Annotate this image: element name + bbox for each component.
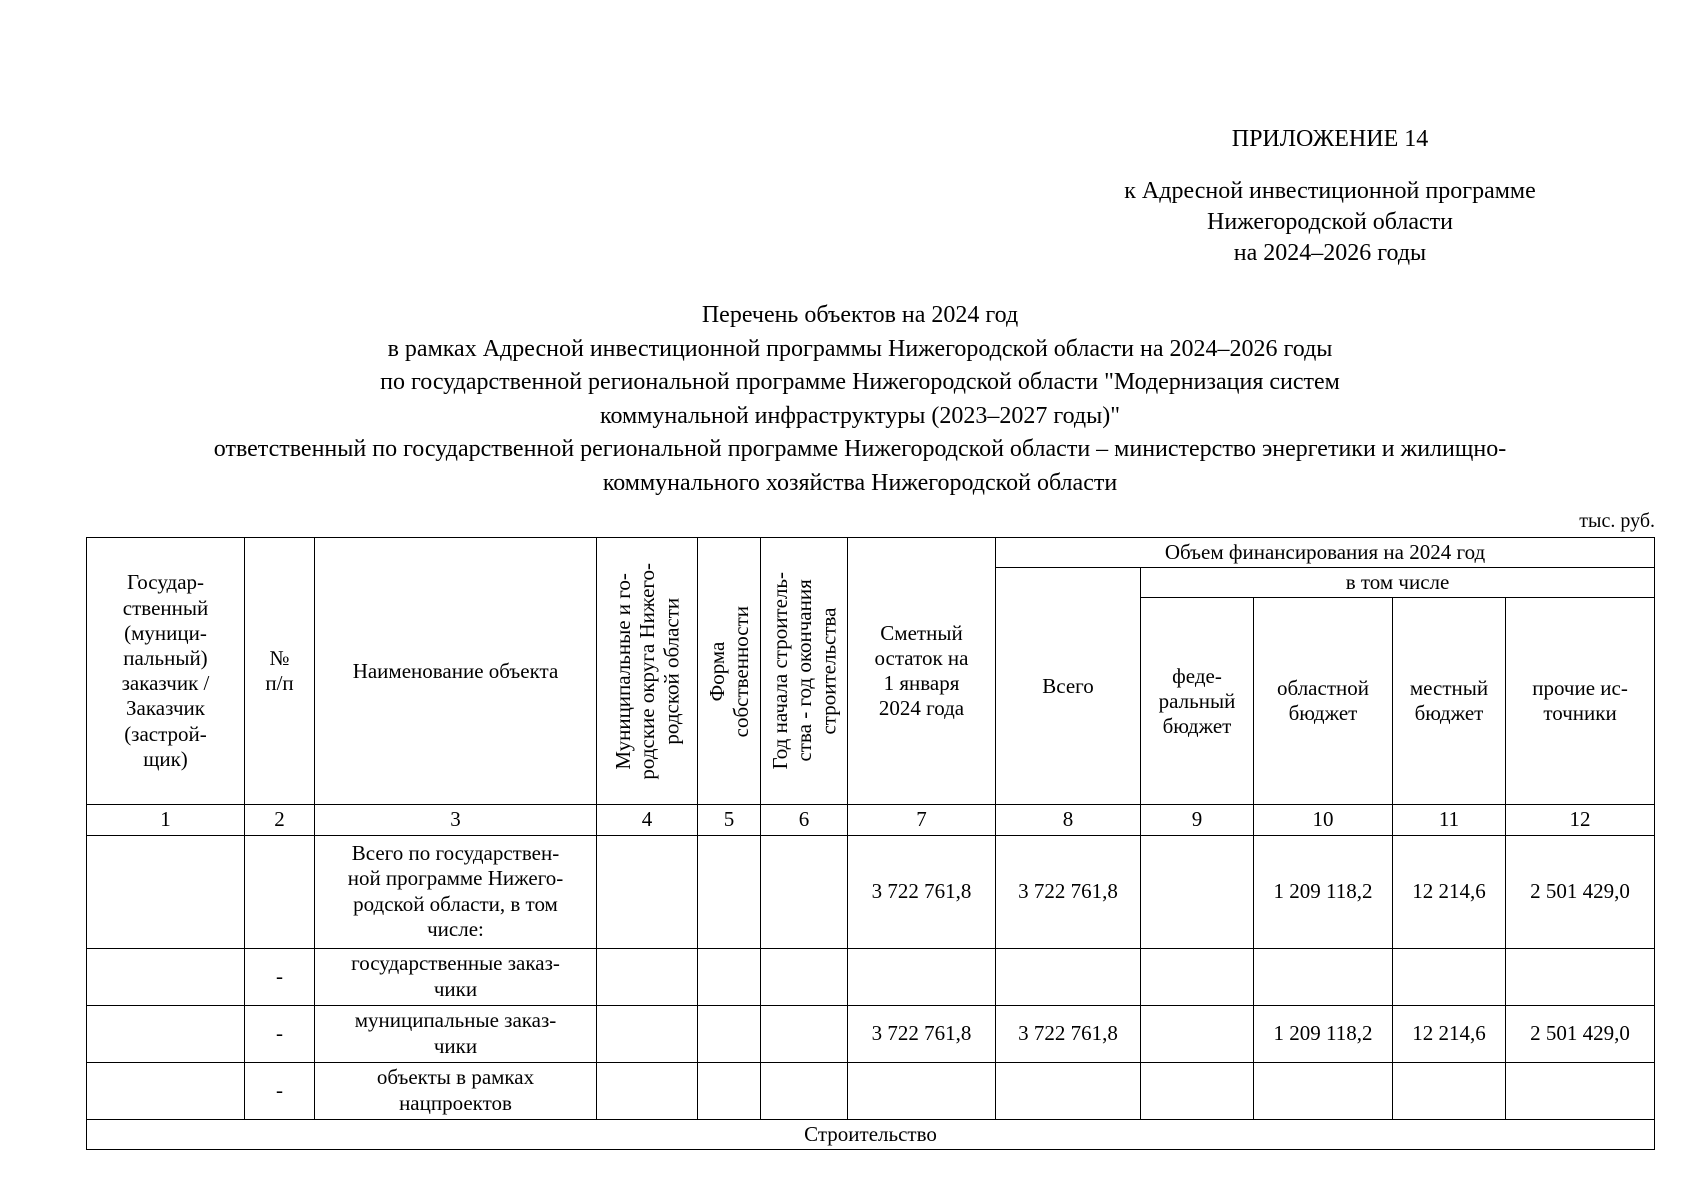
header-funding-group: Объем финансирования на 2024 год [996, 538, 1655, 568]
table-row [87, 1062, 1655, 1119]
cell-ownership [698, 948, 761, 1005]
column-number: 8 [996, 805, 1141, 835]
cell-other: 2 501 429,0 [1506, 1005, 1655, 1062]
header-years [761, 538, 848, 805]
cell-total [996, 948, 1141, 1005]
cell-total: 3 722 761,8 [996, 1005, 1141, 1062]
header-total: Всего [996, 568, 1141, 805]
cell-ownership [698, 835, 761, 948]
header-municipality [597, 538, 698, 805]
cell-balance [848, 948, 996, 1005]
header-federal: феде- ральный бюджет [1141, 598, 1254, 805]
header-object-name: Наименование объекта [315, 538, 597, 805]
cell-ownership [698, 1005, 761, 1062]
cell-other [1506, 948, 1655, 1005]
header-customer: Государ- ственный (муници- пальный) заказчик / Заказчик (застрой- щик) [87, 538, 245, 805]
column-number: 7 [848, 805, 996, 835]
cell-object-name: государственные заказ- чики [315, 948, 597, 1005]
document-title-line: Перечень объектов на 2024 год [701, 302, 1019, 328]
header-municipality-text: Муниципальные и го- родские округа Нижего- родской области [610, 562, 684, 780]
header-including: в том числе [1141, 568, 1655, 598]
cell-object-name: муниципальные заказ- чики [315, 1005, 597, 1062]
cell-federal [1141, 835, 1254, 948]
cell-local [1393, 1062, 1506, 1119]
cell-years [761, 835, 848, 948]
document-title-line: ответственный по государственной региональной программе Нижегородской области – министерство энергетики и жилищно- [213, 436, 1507, 462]
appendix-reference-line: Нижегородской области [1206, 209, 1454, 235]
cell-municipality [597, 1005, 698, 1062]
column-number: 12 [1506, 805, 1655, 835]
cell-ownership [698, 1062, 761, 1119]
cell-other [1506, 1062, 1655, 1119]
document-title-line: коммунального хозяйства Нижегородской области [602, 469, 1118, 496]
cell-customer [87, 948, 245, 1005]
cell-municipality [597, 835, 698, 948]
cell-balance: 3 722 761,8 [848, 1005, 996, 1062]
cell-years [761, 1005, 848, 1062]
column-number: 11 [1393, 805, 1506, 835]
cell-regional: 1 209 118,2 [1254, 1005, 1393, 1062]
cell-years [761, 948, 848, 1005]
header-ownership [698, 538, 761, 805]
cell-local [1393, 948, 1506, 1005]
units-label: тыс. руб. [1579, 510, 1655, 532]
cell-other: 2 501 429,0 [1506, 835, 1655, 948]
header-number: № п/п [245, 538, 315, 805]
cell-total [996, 1062, 1141, 1119]
appendix-reference [1100, 176, 1560, 269]
cell-federal [1141, 1062, 1254, 1119]
cell-customer [87, 1062, 245, 1119]
cell-total: 3 722 761,8 [996, 835, 1141, 948]
header-other: прочие ис- точники [1506, 598, 1655, 805]
cell-municipality [597, 1062, 698, 1119]
cell-customer [87, 1005, 245, 1062]
header-balance: Сметный остаток на 1 января 2024 года [848, 538, 996, 805]
column-number: 2 [245, 805, 315, 835]
cell-object-name: Всего по государствен- ной программе Нижего- родской области, в том числе: [315, 835, 597, 948]
table-row [87, 948, 1655, 1005]
cell-number [245, 835, 315, 948]
header-years-text: Год начала строитель- ства - год окончания строительства [767, 572, 841, 770]
header-local: местный бюджет [1393, 598, 1506, 805]
column-number: 4 [597, 805, 698, 835]
appendix-title: ПРИЛОЖЕНИЕ 14 [1231, 126, 1429, 152]
table-row [87, 835, 1655, 948]
table-row [87, 1005, 1655, 1062]
column-number: 1 [87, 805, 245, 835]
cell-regional: 1 209 118,2 [1254, 835, 1393, 948]
document-title [60, 299, 1660, 500]
cell-object-name: объекты в рамках нацпроектов [315, 1062, 597, 1119]
column-number: 9 [1141, 805, 1254, 835]
objects-table [86, 537, 1655, 1150]
column-number: 10 [1254, 805, 1393, 835]
column-number: 5 [698, 805, 761, 835]
cell-number: - [245, 1005, 315, 1062]
column-number: 3 [315, 805, 597, 835]
document-title-line: в рамках Адресной инвестиционной программы Нижегородской области на 2024–2026 годы [387, 335, 1333, 362]
cell-number: - [245, 948, 315, 1005]
cell-balance: 3 722 761,8 [848, 835, 996, 948]
cell-regional [1254, 948, 1393, 1005]
cell-municipality [597, 948, 698, 1005]
section-construction: Строительство [87, 1119, 1655, 1149]
cell-local: 12 214,6 [1393, 835, 1506, 948]
cell-federal [1141, 948, 1254, 1005]
cell-number: - [245, 1062, 315, 1119]
document-title-line: по государственной региональной программе Нижегородской области "Модернизация систем [380, 369, 1340, 395]
appendix-reference-line: к Адресной инвестиционной программе [1124, 178, 1536, 204]
document-title-line: коммунальной инфраструктуры (2023–2027 годы)" [600, 402, 1120, 429]
cell-federal [1141, 1005, 1254, 1062]
cell-regional [1254, 1062, 1393, 1119]
cell-customer [87, 835, 245, 948]
column-number: 6 [761, 805, 848, 835]
header-regional: областной бюджет [1254, 598, 1393, 805]
appendix-reference-line: на 2024–2026 годы [1233, 240, 1427, 266]
cell-balance [848, 1062, 996, 1119]
cell-years [761, 1062, 848, 1119]
header-ownership-text: Форма собственности [704, 605, 753, 737]
cell-local: 12 214,6 [1393, 1005, 1506, 1062]
